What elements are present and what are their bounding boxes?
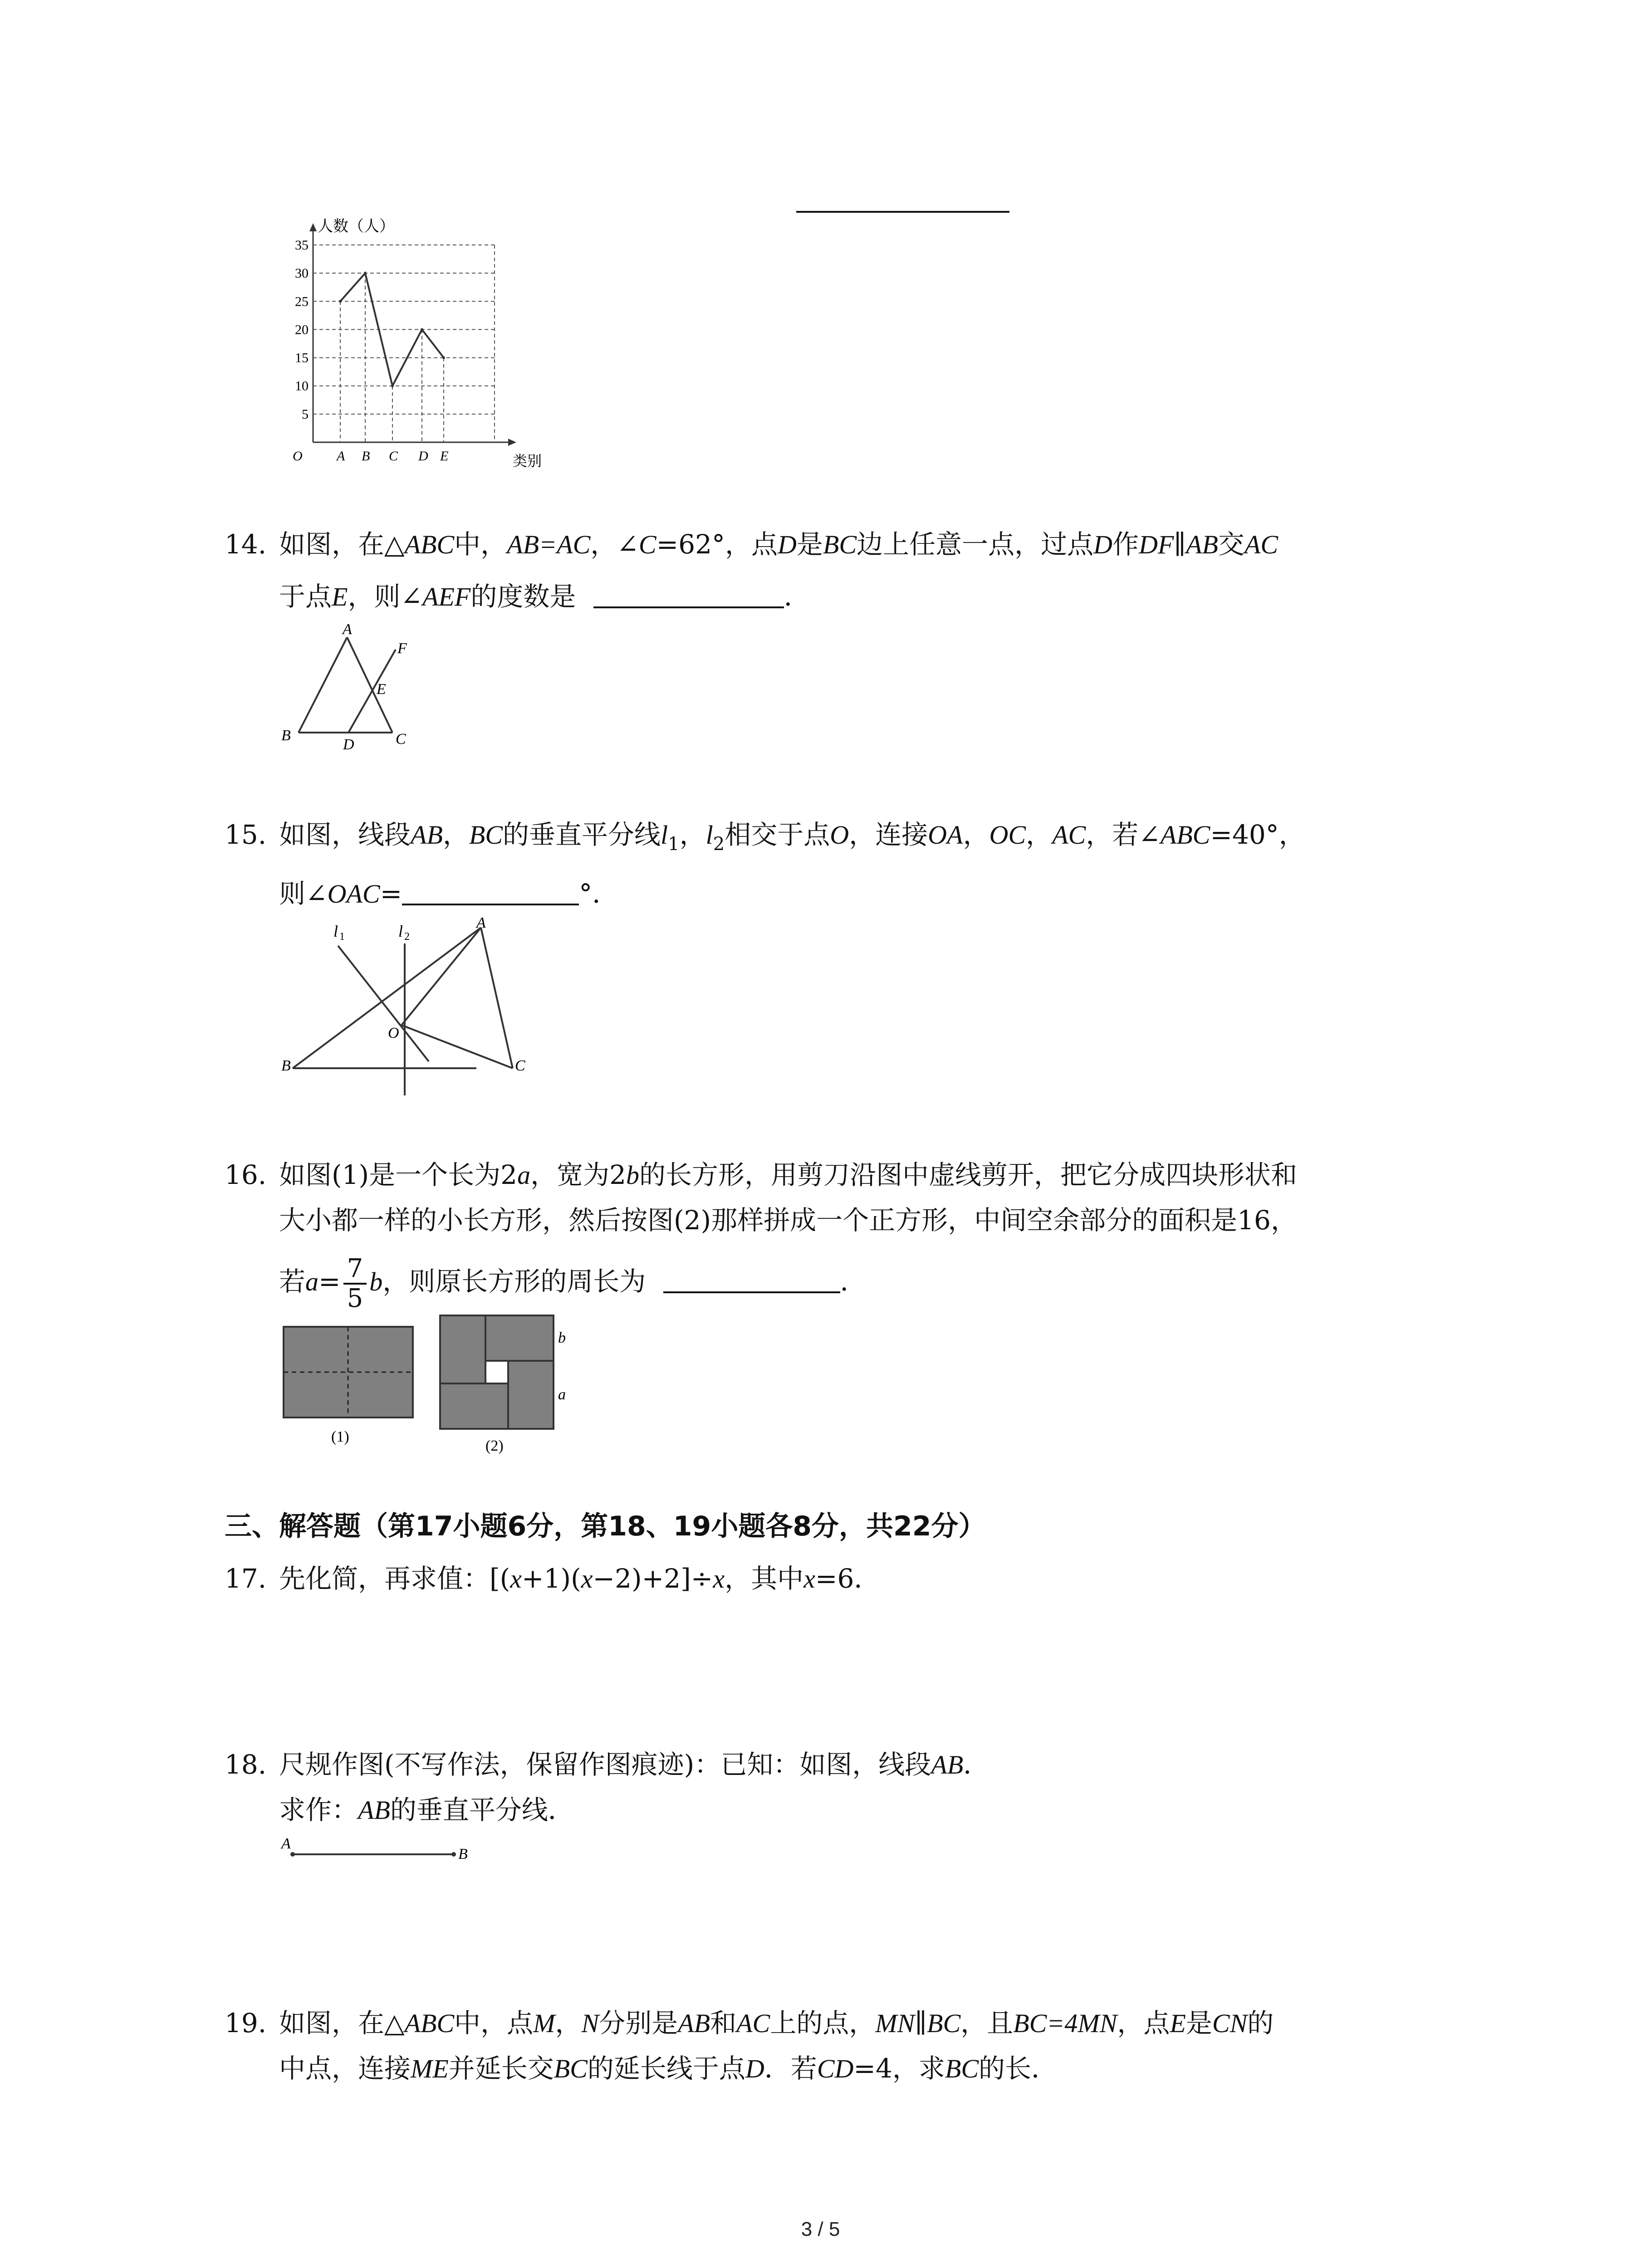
q18-segment-figure xyxy=(279,1828,470,1869)
svg-text:F: F xyxy=(397,640,407,657)
q16-fraction: $\frac{7}{5}$ xyxy=(343,1255,367,1313)
svg-text:C: C xyxy=(515,1057,525,1074)
x-tick-label: B xyxy=(362,449,370,464)
q18-line1: 18. 尺规作图(不写作法，保留作图痕迹)：已知：如图，线段AB． xyxy=(225,1746,989,1783)
q14-line1: 14. 如图，在△ABC中，AB=AC，∠C=62°，点D是BC边上任意一点，过点D作DF∥AB交AC xyxy=(225,526,1278,563)
q16-line3: 若a= $\frac{7}{5}$ b，则原长方形的周长为 ． xyxy=(279,1253,867,1313)
q19-line1: 19. 如图，在△ABC中，点M，N分别是AB和AC上的点，MN∥BC，且BC=4MN，点E是CN的 xyxy=(225,2005,1274,2042)
q18-number: 18. xyxy=(225,1749,267,1780)
data-point xyxy=(421,328,423,331)
svg-text:l: l xyxy=(398,922,403,940)
y-tick-label: 30 xyxy=(295,266,309,281)
y-axis-label: 人数（人） xyxy=(318,218,395,235)
q16-number: 16. xyxy=(225,1159,267,1190)
svg-text:l: l xyxy=(333,922,338,940)
x-tick-label: C xyxy=(389,449,398,464)
q15-line2: 则∠OAC= °． xyxy=(279,878,619,909)
line-chart xyxy=(272,213,563,476)
q15-line1: 15. 如图，线段AB，BC的垂直平分线$l_1$，$l_2$相交于点O，连接OA，OC，AC，若∠ABC=40°， xyxy=(225,816,1305,862)
q14-number: 14. xyxy=(225,529,267,560)
q19-line2: 中点，连接ME并延长交BC的延长线于点D．若CD=4，求BC的长． xyxy=(279,2053,1058,2084)
svg-text:O: O xyxy=(388,1025,399,1041)
svg-text:1: 1 xyxy=(339,931,345,943)
data-point xyxy=(364,272,367,274)
y-tick-label: 10 xyxy=(295,378,309,394)
svg-text:E: E xyxy=(377,681,386,698)
q15-answer-blank[interactable] xyxy=(402,877,579,905)
y-tick-label: 25 xyxy=(295,294,309,309)
svg-text:(2): (2) xyxy=(485,1437,504,1454)
svg-text:B: B xyxy=(281,727,291,744)
q14-line2: 于点E，则∠AEF的度数是 ． xyxy=(279,581,810,612)
section-heading-3: 三、解答题（第17小题6分，第18、19小题各8分，共22分） xyxy=(225,1510,986,1542)
x-axis-arrow xyxy=(508,439,516,446)
q16-answer-blank[interactable] xyxy=(663,1265,840,1293)
y-tick-label: 20 xyxy=(295,322,309,337)
q15-figure xyxy=(277,912,531,1102)
q16-line2: 大小都一样的小长方形，然后按图(2)那样拼成一个正方形，中间空余部分的面积是16， xyxy=(279,1205,1297,1236)
y-tick-label: 5 xyxy=(302,406,309,422)
q17-line: 17. 先化简，再求值：[(x+1)(x−2)+2]÷x，其中x=6． xyxy=(225,1560,880,1597)
x-tick-label: A xyxy=(337,449,345,464)
svg-text:(1): (1) xyxy=(331,1428,349,1445)
q14-answer-blank[interactable] xyxy=(593,580,784,608)
y-tick-label: 35 xyxy=(295,238,309,253)
q14-triangle-figure xyxy=(277,617,422,753)
svg-text:B: B xyxy=(458,1846,468,1862)
data-point xyxy=(339,300,342,303)
svg-text:D: D xyxy=(343,736,354,753)
answer-blank-top[interactable] xyxy=(796,211,1009,213)
svg-text:B: B xyxy=(281,1057,291,1074)
q19-number: 19. xyxy=(225,2008,267,2038)
x-tick-label: E xyxy=(440,449,449,464)
svg-text:b: b xyxy=(558,1330,566,1346)
page-number: 3 / 5 xyxy=(801,2218,840,2240)
q16-line1: 16. 如图(1)是一个长为2a，宽为2b的长方形，用剪刀沿图中虚线剪开，把它分成四块形状和 xyxy=(225,1157,1297,1193)
q17-number: 17. xyxy=(225,1563,267,1594)
svg-text:a: a xyxy=(558,1386,566,1403)
q16-figure-1 xyxy=(281,1325,417,1447)
svg-text:A: A xyxy=(343,621,352,638)
y-tick-label: 15 xyxy=(295,350,309,366)
x-axis-label: 类别 xyxy=(513,453,542,469)
svg-text:A: A xyxy=(476,914,486,931)
q16-figure-2 xyxy=(438,1306,588,1456)
svg-text:C: C xyxy=(396,731,406,748)
svg-text:A: A xyxy=(281,1835,291,1852)
y-axis-arrow xyxy=(309,223,317,231)
q15-number: 15. xyxy=(225,819,267,850)
q18-line2: 求作：AB的垂直平分线． xyxy=(279,1794,574,1825)
x-tick-label: D xyxy=(418,449,428,464)
origin-label: O xyxy=(293,449,303,464)
data-point xyxy=(442,357,445,359)
svg-text:2: 2 xyxy=(404,931,410,943)
data-point xyxy=(391,385,394,387)
